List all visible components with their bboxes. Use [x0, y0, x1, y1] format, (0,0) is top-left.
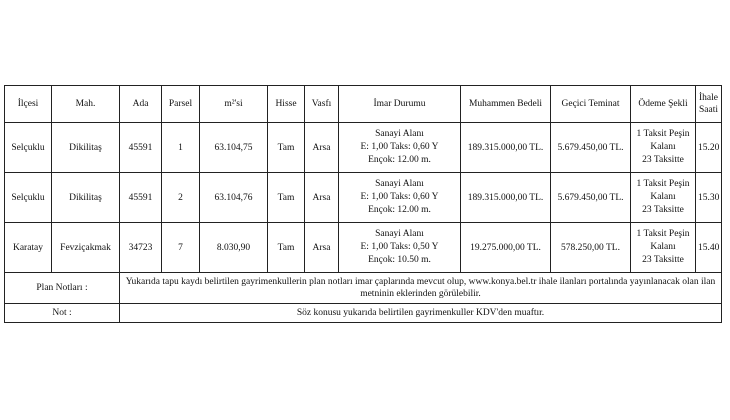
- cell-ada: 45591: [120, 123, 162, 173]
- table-row: [5, 223, 722, 273]
- header-teminat: Geçici Teminat: [551, 86, 631, 123]
- cell-hisse: Tam: [268, 123, 305, 173]
- cell-vasfi: Arsa: [305, 223, 339, 273]
- cell-imar: [339, 173, 461, 223]
- odeme-line: Kalanı: [650, 142, 676, 152]
- imar-line: Ençok: 12.00 m.: [368, 155, 431, 165]
- cell-mahalle: Dikilitaş: [52, 123, 120, 173]
- imar-line: E: 1,00 Taks: 0,60 Y: [360, 142, 439, 152]
- cell-ada: 45591: [120, 173, 162, 223]
- plan-notes-row: [5, 273, 722, 304]
- cell-odeme: [631, 223, 696, 273]
- cell-bedel: 19.275.000,00 TL.: [461, 223, 551, 273]
- cell-saat: 15.40: [696, 223, 722, 273]
- header-ada: Ada: [120, 86, 162, 123]
- plan-notes-label: Plan Notları :: [5, 273, 120, 304]
- cell-ilce: Selçuklu: [5, 173, 52, 223]
- cell-vasfi: Arsa: [305, 123, 339, 173]
- odeme-line: 23 Taksitte: [642, 255, 684, 265]
- header-vasfi: Vasfı: [305, 86, 339, 123]
- cell-hisse: Tam: [268, 223, 305, 273]
- cell-imar: [339, 123, 461, 173]
- cell-saat: 15.20: [696, 123, 722, 173]
- cell-parsel: 1: [162, 123, 200, 173]
- imar-line: Sanayi Alanı: [375, 229, 424, 239]
- cell-ilce: Selçuklu: [5, 123, 52, 173]
- plan-notes-text: Yukarıda tapu kaydı belirtilen gayrimenkullerin plan notları imar çaplarında mevcut olup, www.konya.bel.tr ihale ilanları portalında yayınlanacak olan ilan metninin eklerinden görülebilir.: [120, 273, 722, 304]
- header-bedel: Muhammen Bedeli: [461, 86, 551, 123]
- imar-line: Sanayi Alanı: [375, 179, 424, 189]
- odeme-line: 23 Taksitte: [642, 155, 684, 165]
- odeme-line: 23 Taksitte: [642, 205, 684, 215]
- cell-bedel: 189.315.000,00 TL.: [461, 173, 551, 223]
- cell-teminat: 578.250,00 TL.: [551, 223, 631, 273]
- header-odeme: Ödeme Şekli: [631, 86, 696, 123]
- cell-ada: 34723: [120, 223, 162, 273]
- cell-m2: 8.030,90: [200, 223, 268, 273]
- header-imar: İmar Durumu: [339, 86, 461, 123]
- cell-mahalle: Fevziçakmak: [52, 223, 120, 273]
- imar-line: Ençok: 12.00 m.: [368, 205, 431, 215]
- imar-line: E: 1,00 Taks: 0,50 Y: [360, 242, 439, 252]
- auction-table: [4, 85, 722, 323]
- odeme-line: 1 Taksit Peşin: [636, 229, 690, 239]
- note-row: [5, 304, 722, 323]
- cell-bedel: 189.315.000,00 TL.: [461, 123, 551, 173]
- cell-imar: [339, 223, 461, 273]
- cell-vasfi: Arsa: [305, 173, 339, 223]
- cell-mahalle: Dikilitaş: [52, 173, 120, 223]
- cell-m2: 63.104,76: [200, 173, 268, 223]
- header-parsel: Parsel: [162, 86, 200, 123]
- cell-parsel: 2: [162, 173, 200, 223]
- odeme-line: Kalanı: [650, 242, 676, 252]
- header-saat: İhale Saati: [696, 86, 722, 123]
- odeme-line: 1 Taksit Peşin: [636, 179, 690, 189]
- table-row: [5, 173, 722, 223]
- imar-line: E: 1,00 Taks: 0,60 Y: [360, 192, 439, 202]
- imar-line: Sanayi Alanı: [375, 129, 424, 139]
- header-row: [5, 86, 722, 123]
- odeme-line: 1 Taksit Peşin: [636, 129, 690, 139]
- cell-m2: 63.104,75: [200, 123, 268, 173]
- header-m2: m²'si: [200, 86, 268, 123]
- cell-teminat: 5.679.450,00 TL.: [551, 173, 631, 223]
- cell-hisse: Tam: [268, 173, 305, 223]
- imar-line: Ençok: 10.50 m.: [368, 255, 431, 265]
- header-hisse: Hisse: [268, 86, 305, 123]
- header-ilce: İlçesi: [5, 86, 52, 123]
- cell-ilce: Karatay: [5, 223, 52, 273]
- cell-odeme: [631, 173, 696, 223]
- cell-teminat: 5.679.450,00 TL.: [551, 123, 631, 173]
- cell-odeme: [631, 123, 696, 173]
- header-mahalle: Mah.: [52, 86, 120, 123]
- table-row: [5, 123, 722, 173]
- note-label: Not :: [5, 304, 120, 323]
- note-text: Söz konusu yukarıda belirtilen gayrimenkuller KDV'den muaftır.: [120, 304, 722, 323]
- odeme-line: Kalanı: [650, 192, 676, 202]
- cell-saat: 15.30: [696, 173, 722, 223]
- cell-parsel: 7: [162, 223, 200, 273]
